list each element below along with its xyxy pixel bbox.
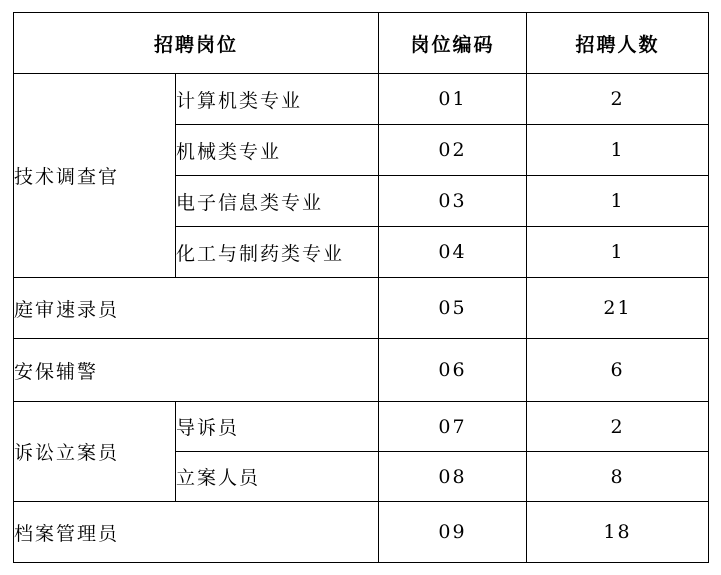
table-row xyxy=(14,339,709,402)
sub-position: 电子信息类专业 xyxy=(176,176,379,227)
position-count: 2 xyxy=(527,402,709,452)
sub-position: 导诉员 xyxy=(176,402,379,452)
position-name: 庭审速录员 xyxy=(14,278,379,339)
table-row xyxy=(14,402,709,452)
header-row xyxy=(14,13,709,74)
position-name: 安保辅警 xyxy=(14,339,379,402)
position-count: 21 xyxy=(527,278,709,339)
position-code: 08 xyxy=(379,452,527,502)
position-code: 04 xyxy=(379,227,527,278)
table-row xyxy=(14,502,709,563)
position-code: 06 xyxy=(379,339,527,402)
group-name: 技术调查官 xyxy=(14,74,176,278)
sub-position: 计算机类专业 xyxy=(176,74,379,125)
group-name: 诉讼立案员 xyxy=(14,402,176,502)
recruitment-table xyxy=(13,12,709,563)
position-code: 05 xyxy=(379,278,527,339)
sub-position: 立案人员 xyxy=(176,452,379,502)
position-count: 1 xyxy=(527,176,709,227)
sub-position: 化工与制药类专业 xyxy=(176,227,379,278)
position-count: 2 xyxy=(527,74,709,125)
position-count: 1 xyxy=(527,125,709,176)
header-position: 招聘岗位 xyxy=(14,13,379,74)
position-count: 8 xyxy=(527,452,709,502)
header-code: 岗位编码 xyxy=(379,13,527,74)
sub-position: 机械类专业 xyxy=(176,125,379,176)
position-code: 07 xyxy=(379,402,527,452)
position-count: 18 xyxy=(527,502,709,563)
table-row xyxy=(14,278,709,339)
position-code: 02 xyxy=(379,125,527,176)
position-code: 03 xyxy=(379,176,527,227)
position-code: 01 xyxy=(379,74,527,125)
position-code: 09 xyxy=(379,502,527,563)
position-count: 1 xyxy=(527,227,709,278)
table-row xyxy=(14,74,709,125)
header-count: 招聘人数 xyxy=(527,13,709,74)
position-name: 档案管理员 xyxy=(14,502,379,563)
position-count: 6 xyxy=(527,339,709,402)
